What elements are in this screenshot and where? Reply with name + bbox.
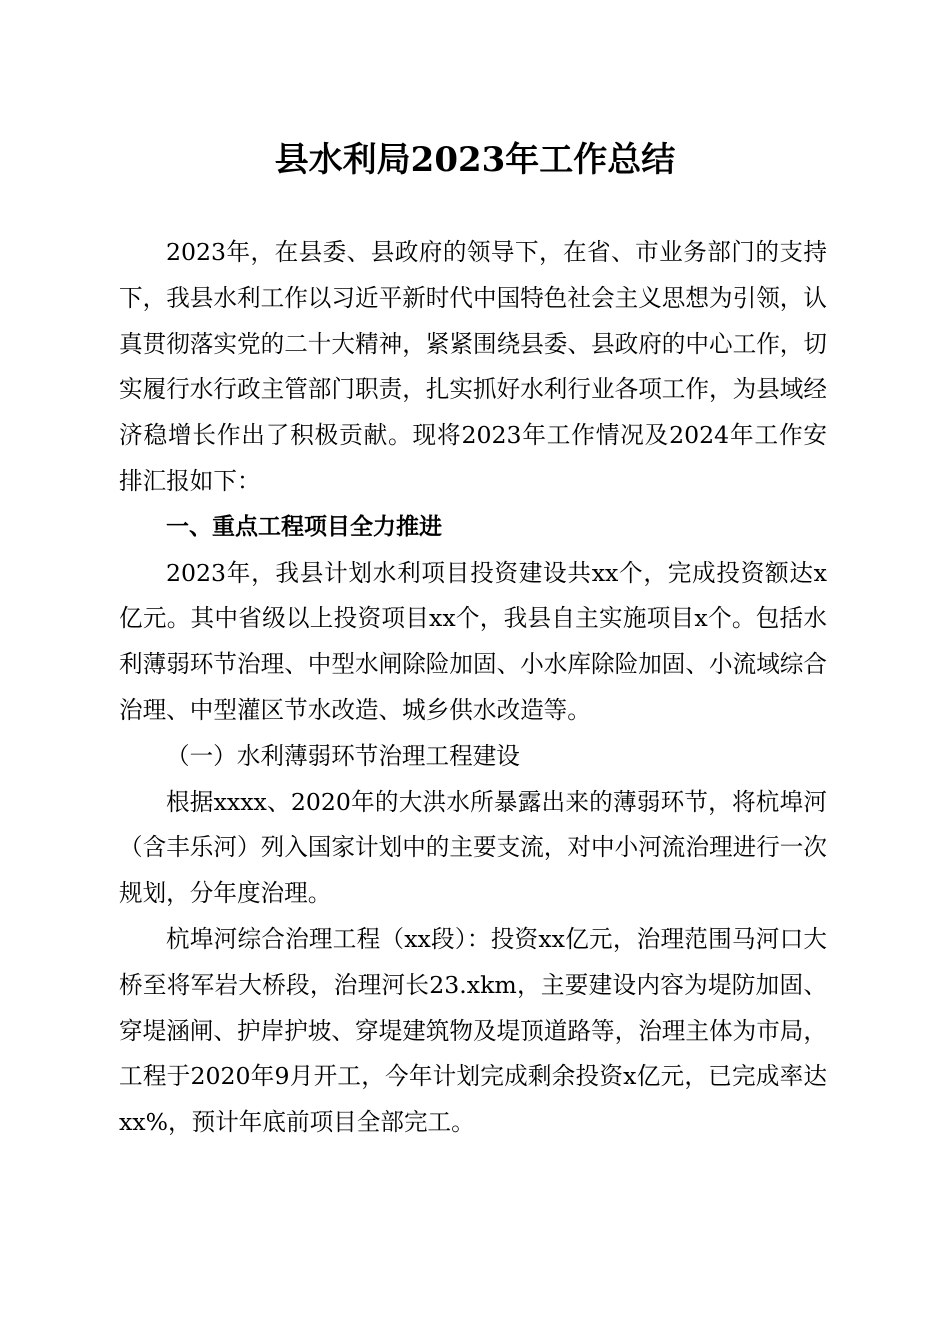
document-title: 县水利局2023年工作总结 xyxy=(274,140,676,180)
subsection-paragraph-1: 根据xxxx、2020年的大洪水所暴露出来的薄弱环节，将杭埠河（含丰乐河）列入国家计划中的主要支流，对中小河流治理进行一次规划，分年度治理。 xyxy=(119,787,827,908)
section-heading: 一、重点工程项目全力推进 xyxy=(166,513,442,540)
subsection-paragraph-2: 杭埠河综合治理工程（xx段）：投资xx亿元，治理范围马河口大桥至将军岩大桥段，治理河长23.xkm，主要建设内容为堤防加固、穿堤涵闸、护岸护坡、穿堤建筑物及堤顶道路等，治理主体为市局，工程于2020年9月开工，今年计划完成剩余投资x亿元，已完成率达xx%，预计年底前项目全部完工。 xyxy=(119,924,827,1137)
subsection-heading: （一）水利薄弱环节治理工程建设 xyxy=(166,741,520,770)
section-paragraph: 2023年，我县计划水利项目投资建设共xx个，完成投资额达x亿元。其中省级以上投资项目xx个，我县自主实施项目x个。包括水利薄弱环节治理、中型水闸除险加固、小水库除险加固、小流域综合治理、中型灌区节水改造、城乡供水改造等。 xyxy=(119,558,827,724)
document-body xyxy=(119,230,827,1146)
intro-paragraph: 2023年，在县委、县政府的领导下，在省、市业务部门的支持下，我县水利工作以习近平新时代中国特色社会主义思想为引领，认真贯彻落实党的二十大精神，紧紧围绕县委、县政府的中心工作，切实履行水行政主管部门职责，扎实抓好水利行业各项工作，为县域经济稳增长作出了积极贡献。现将2023年工作情况及2024年工作安排汇报如下： xyxy=(119,238,827,495)
